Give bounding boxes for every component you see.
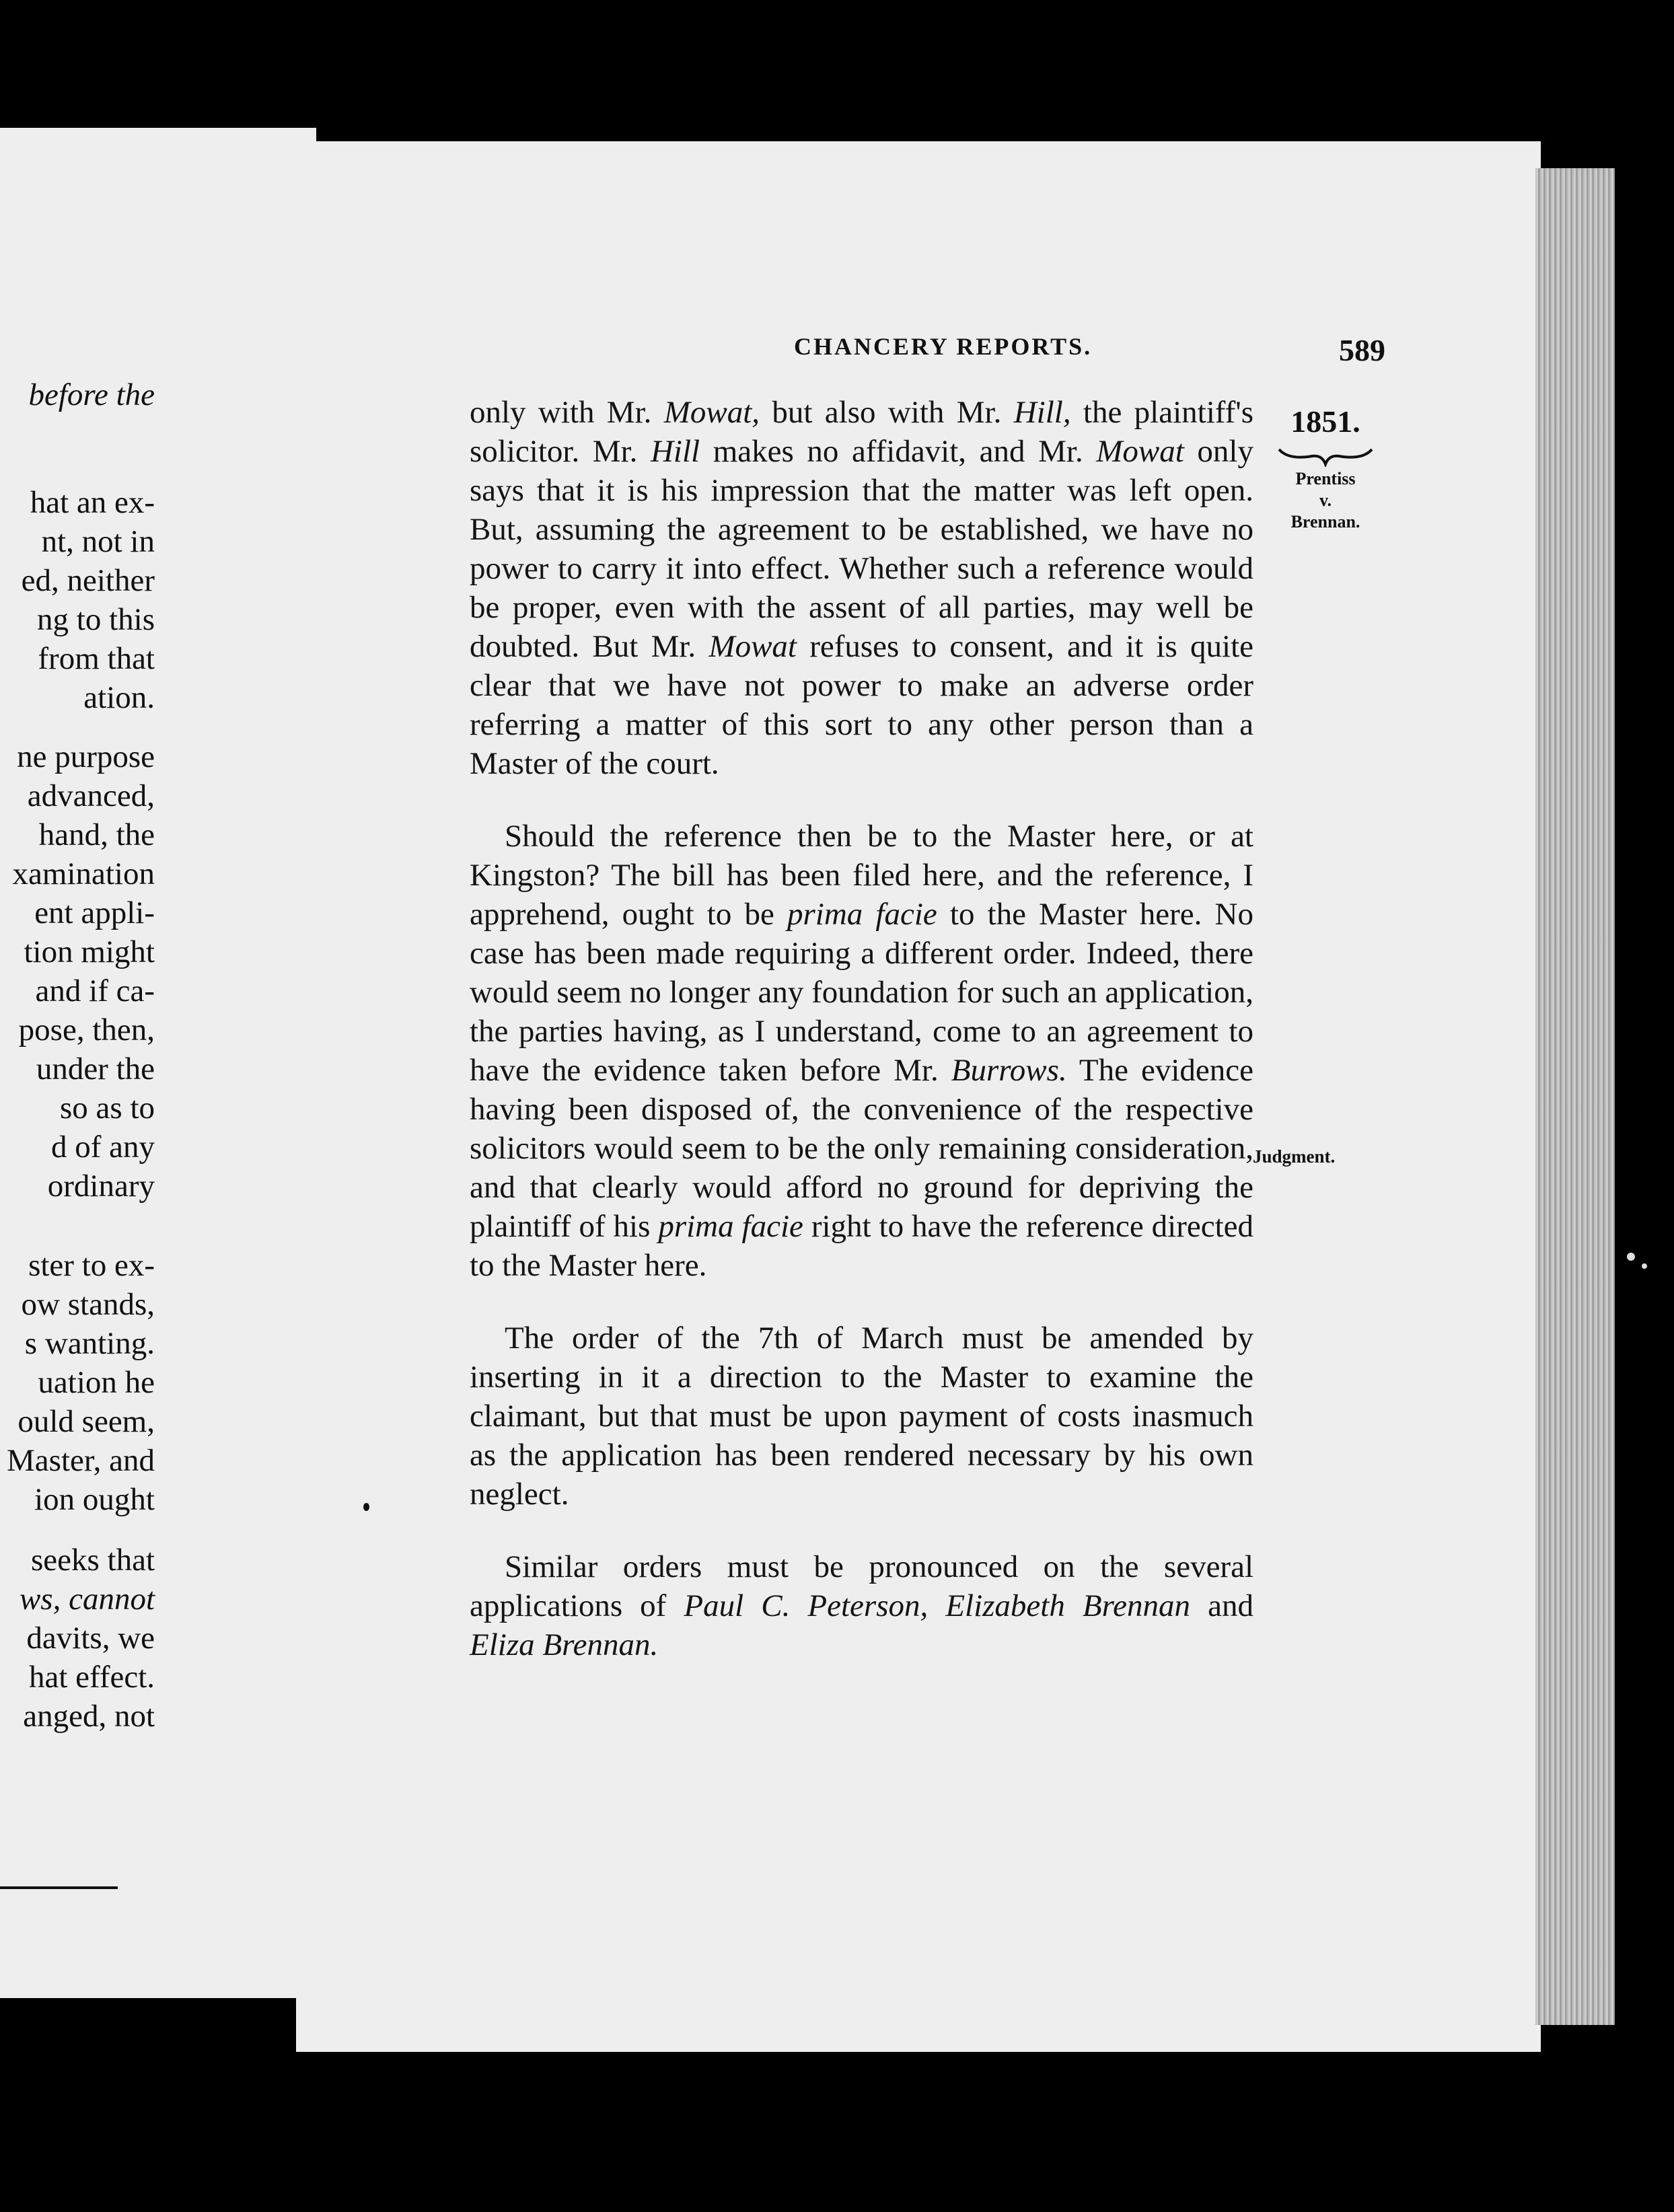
left-page-line: ed, neither (21, 563, 155, 598)
left-page-line: ould seem, (17, 1404, 155, 1439)
margin-judgment-note: Judgment. (1253, 1146, 1336, 1167)
margin-year: 1851. (1290, 404, 1360, 439)
left-page-line: anged, not (23, 1699, 155, 1734)
left-page-line: ation. (83, 680, 155, 715)
left-page-line: ne purpose (17, 739, 155, 774)
left-page-line: before the (28, 377, 155, 412)
italic-name: Hill, (1013, 395, 1071, 430)
left-page-line: ion ought (34, 1482, 155, 1517)
margin-brace (1275, 447, 1376, 467)
left-page-line: nt, not in (41, 524, 155, 559)
left-page-line: under the (36, 1052, 155, 1086)
paragraph-4: Similar orders must be pronounced on the several applications of Paul C. Peterson, Elizabeth Brennan and Eliza Brennan. (470, 1549, 1253, 1662)
left-page-line: ordinary (47, 1169, 155, 1204)
italic-name: prima facie (787, 897, 937, 932)
left-facing-page (0, 128, 316, 1998)
edge-speck (1627, 1253, 1635, 1261)
margin-case-v: v. (1319, 490, 1332, 510)
left-page-line: seeks that (30, 1543, 155, 1578)
left-page-line: advanced, (27, 778, 155, 813)
left-page-line: davits, we (26, 1621, 155, 1656)
left-page-line: uation he (38, 1365, 155, 1400)
margin-case-plaintiff: Prentiss (1295, 469, 1356, 488)
left-page-line: xamination (12, 856, 155, 891)
edge-speck (1642, 1263, 1647, 1269)
book-page-edges (1535, 168, 1615, 2025)
left-page-line: and if ca- (35, 973, 155, 1008)
italic-name: Eliza Brennan. (470, 1627, 659, 1662)
italic-name: Mowat (708, 629, 797, 664)
paragraph-2: Should the reference then be to the Master here, or at Kingston? The bill has been filed here, and the reference, I apprehend, ought to be prima facie to the Master here. No case has been made requiring a different order. Indeed, there would seem no longer any foundation for such an application, the parties having, as I understand, come to an agreement to have the evidence taken before Mr. Burrows. The evidence having been disposed of, the convenience of the respective solicitors would seem to be the only remaining consideration, and that clearly would afford no ground for depriving the plaintiff of his prima facie right to have the reference directed to the Master here. (470, 819, 1254, 1283)
left-page-line: s wanting. (24, 1326, 155, 1361)
left-page-line: hat an ex- (30, 485, 155, 520)
italic-name: Mowat, (663, 395, 760, 430)
left-page-line: ng to this (37, 602, 155, 637)
running-head: CHANCERY REPORTS. (794, 333, 1093, 360)
left-page-line: from that (38, 641, 155, 676)
paragraph-3: The order of the 7th of March must be amended by inserting in it a direction to the Master to examine the claimant, but that must be upon payment of costs inasmuch as the application has been rendered necessary by his own neglect. (470, 1321, 1253, 1512)
margin-case-name (1275, 468, 1376, 533)
left-page-line: ster to ex- (28, 1248, 155, 1283)
left-page-line: d of any (50, 1130, 155, 1165)
italic-name: prima facie (658, 1209, 803, 1244)
italic-name: Paul C. Peterson, Elizabeth Brennan (684, 1588, 1191, 1623)
left-page-rule (0, 1886, 118, 1889)
left-page-line: pose, then, (18, 1012, 155, 1047)
left-page-line: Master, and (7, 1443, 155, 1478)
left-page-line: ent appli- (34, 895, 155, 930)
italic-name: Burrows. (951, 1053, 1067, 1088)
left-page-line: ws, cannot (19, 1582, 155, 1617)
margin-case-defendant: Brennan. (1290, 512, 1360, 531)
page-number: 589 (1339, 333, 1385, 367)
left-page-line: ow stands, (21, 1287, 155, 1322)
italic-name: Mowat (1096, 434, 1184, 469)
left-page-line: so as to (60, 1091, 155, 1126)
ink-speck (363, 1503, 369, 1511)
left-page-line: tion might (24, 934, 155, 969)
paragraph-1: only with Mr. Mowat, but also with Mr. Hill, the plaintiff's solicitor. Mr. Hill makes no affidavit, and Mr. Mowat only says that it is his impression that the matter was left open. But, assuming the agreement to be established, we have no power to carry it into effect. Whether such a reference would be proper, even with the assent of all parties, may well be doubted. But Mr. Mowat refuses to consent, and it is quite clear that we have not power to make an adverse order referring a matter of this sort to any other person than a Master of the court. (470, 395, 1253, 781)
left-page-line: hand, the (38, 817, 155, 852)
body-text (470, 393, 1253, 1698)
italic-name: Hill (650, 434, 700, 469)
left-page-line: hat effect. (28, 1660, 155, 1695)
